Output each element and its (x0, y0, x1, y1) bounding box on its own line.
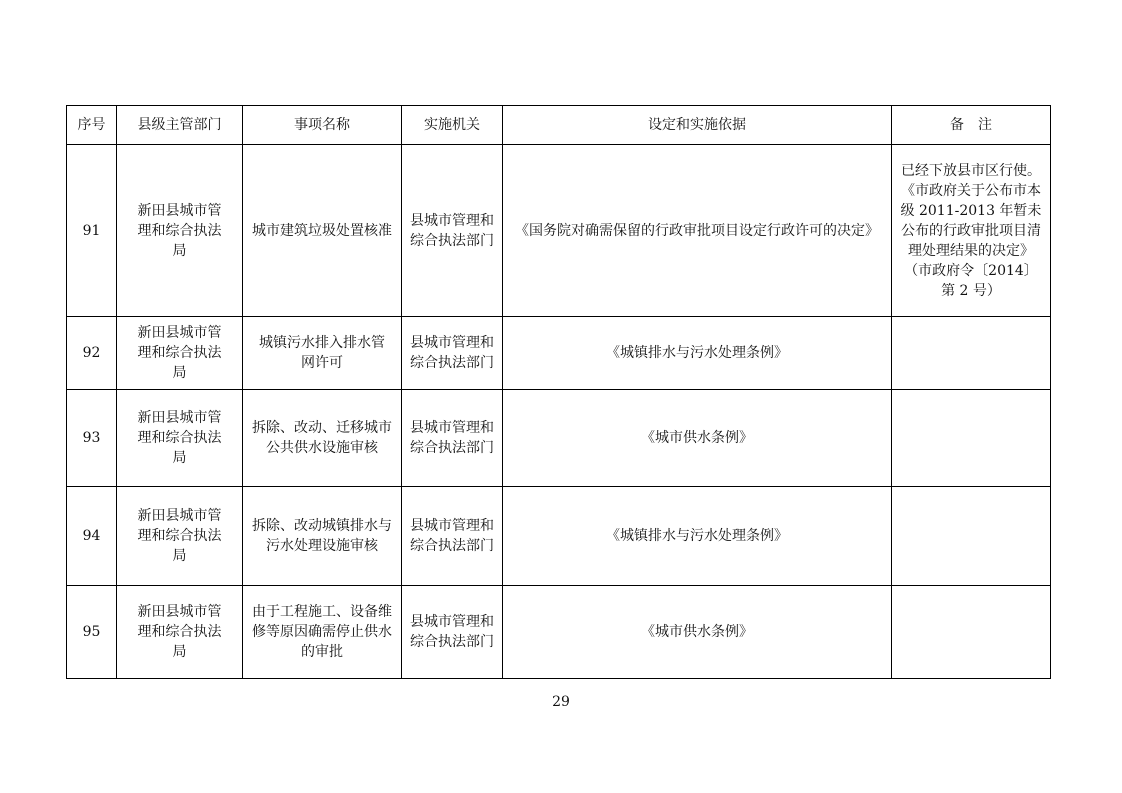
cell-basis: 《城镇排水与污水处理条例》 (503, 317, 892, 390)
header-agency: 实施机关 (402, 106, 503, 145)
cell-seq: 91 (67, 145, 117, 317)
header-department: 县级主管部门 (117, 106, 243, 145)
cell-basis: 《国务院对确需保留的行政审批项目设定行政许可的决定》 (503, 145, 892, 317)
table-row (67, 390, 1051, 487)
cell-item: 城市建筑垃圾处置核准 (243, 145, 402, 317)
header-seq: 序号 (67, 106, 117, 145)
table-row (67, 317, 1051, 390)
header-item: 事项名称 (243, 106, 402, 145)
table-header-row (67, 106, 1051, 145)
cell-department: 新田县城市管理和综合执法局 (117, 145, 243, 317)
cell-department: 新田县城市管理和综合执法局 (117, 390, 243, 487)
cell-agency: 县城市管理和综合执法部门 (402, 586, 503, 679)
cell-remarks (892, 586, 1051, 679)
cell-agency: 县城市管理和综合执法部门 (402, 487, 503, 586)
cell-item: 城镇污水排入排水管网许可 (243, 317, 402, 390)
cell-seq: 95 (67, 586, 117, 679)
header-basis: 设定和实施依据 (503, 106, 892, 145)
approval-items-table (66, 105, 1051, 679)
cell-basis: 《城市供水条例》 (503, 586, 892, 679)
cell-remarks (892, 487, 1051, 586)
cell-department: 新田县城市管理和综合执法局 (117, 487, 243, 586)
cell-remarks (892, 317, 1051, 390)
cell-agency: 县城市管理和综合执法部门 (402, 390, 503, 487)
cell-item: 拆除、改动城镇排水与污水处理设施审核 (243, 487, 402, 586)
cell-department: 新田县城市管理和综合执法局 (117, 317, 243, 390)
table-row (67, 586, 1051, 679)
cell-department: 新田县城市管理和综合执法局 (117, 586, 243, 679)
table-row (67, 487, 1051, 586)
cell-item: 由于工程施工、设备维修等原因确需停止供水的审批 (243, 586, 402, 679)
cell-remarks: 已经下放县市区行使。《市政府关于公布市本级 2011-2013 年暂未公布的行政审批项目清理处理结果的决定》（市政府令〔2014〕第 2 号） (892, 145, 1051, 317)
cell-item: 拆除、改动、迁移城市公共供水设施审核 (243, 390, 402, 487)
cell-basis: 《城市供水条例》 (503, 390, 892, 487)
cell-basis: 《城镇排水与污水处理条例》 (503, 487, 892, 586)
page-number: 29 (552, 694, 570, 710)
cell-remarks (892, 390, 1051, 487)
header-remarks: 备 注 (892, 106, 1051, 145)
cell-agency: 县城市管理和综合执法部门 (402, 145, 503, 317)
cell-seq: 94 (67, 487, 117, 586)
cell-seq: 92 (67, 317, 117, 390)
table-row (67, 145, 1051, 317)
cell-agency: 县城市管理和综合执法部门 (402, 317, 503, 390)
cell-seq: 93 (67, 390, 117, 487)
